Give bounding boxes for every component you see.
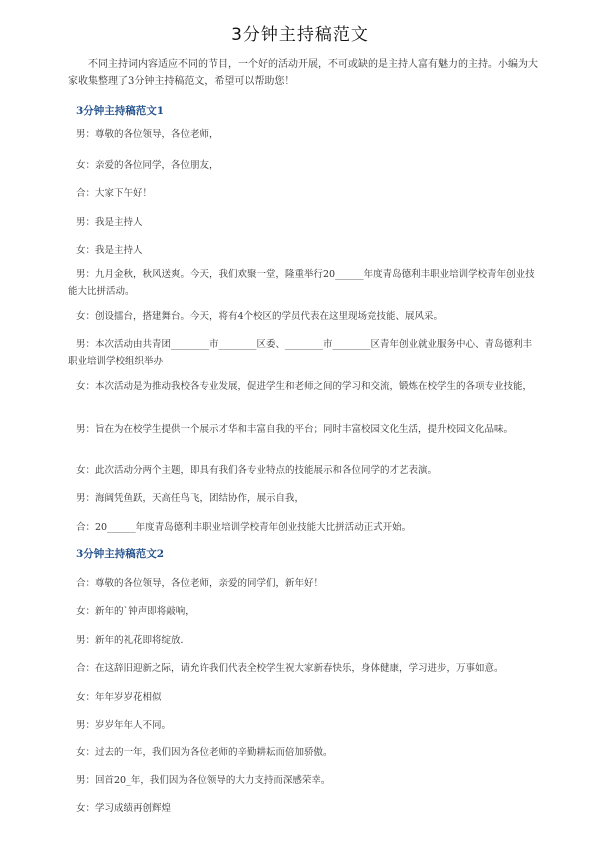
section-heading-2: 3分钟主持稿范文2: [76, 548, 165, 560]
intro-paragraph: 不同主持词内容适应不同的节目，一个好的活动开展，不可或缺的是主持人富有魅力的主持。小编为大家收集整理了3分钟主持稿范文，希望可以帮助您！: [68, 59, 538, 87]
dialogue-line: 男：旨在为在校学生提供一个展示才华和丰富自我的平台；同时丰富校园文化生活，提升校园文化品味。: [76, 424, 514, 435]
dialogue-line: 女：过去的一年，我们因为各位老师的辛勤耕耘而倍加骄傲。: [76, 747, 333, 758]
dialogue-line: 女：本次活动是为推动我校各专业发展，促进学生和老师之间的学习和交流，锻炼在校学生的各项专业技能，: [76, 381, 533, 392]
dialogue-line: 男：海阔凭鱼跃，天高任鸟飞，团结协作，展示自我，: [76, 493, 305, 504]
dialogue-line: 合：在这辞旧迎新之际，请允许我们代表全校学生祝大家新春快乐，身体健康，学习进步，万事如意。: [76, 663, 504, 674]
dialogue-line: 男：本次活动由共青团________市________区委、________市________区青年创业就业服务中心、青岛德利丰职业培训学校组织举办: [68, 339, 533, 367]
dialogue-line: 男：九月金秋，秋风送爽。今天，我们欢聚一堂，隆重举行20______年度青岛德利丰职业培训学校青年创业技能大比拼活动。: [68, 269, 535, 297]
dialogue-line: 合：大家下午好！: [76, 188, 153, 199]
dialogue-line: 男：尊敬的各位领导，各位老师，: [76, 129, 219, 140]
dialogue-line: 女：亲爱的各位同学，各位朋友，: [76, 160, 219, 171]
section-heading-1: 3分钟主持稿范文1: [76, 105, 165, 117]
dialogue-line: 女：创设擂台，搭建舞台。今天，将有4个校区的学员代表在这里现场竞技能、展风采。: [76, 311, 444, 322]
dialogue-line: 女：此次活动分两个主题，即具有我们各专业特点的技能展示和各位同学的才艺表演。: [76, 465, 438, 476]
dialogue-line: 女：新年的`钟声即将敲响，: [76, 606, 195, 617]
dialogue-line: 男：回首20_年，我们因为各位领导的大力支持而深感荣幸。: [76, 775, 331, 786]
dialogue-line: 女：学习成绩再创辉煌: [76, 803, 172, 814]
dialogue-line: 女：我是主持人: [76, 245, 143, 256]
dialogue-line: 男：新年的礼花即将绽放．: [76, 635, 191, 646]
dialogue-line: 男：岁岁年年人不同。: [76, 720, 172, 731]
dialogue-line: 合：尊敬的各位领导，各位老师，亲爱的同学们，新年好！: [76, 578, 324, 589]
page-title: 3分钟主持稿范文: [231, 25, 369, 45]
dialogue-line: 女：年年岁岁花相似: [76, 692, 162, 703]
dialogue-line: 男：我是主持人: [76, 217, 143, 228]
dialogue-line: 合：20______年度青岛德利丰职业培训学校青年创业技能大比拼活动正式开始。: [76, 522, 412, 533]
